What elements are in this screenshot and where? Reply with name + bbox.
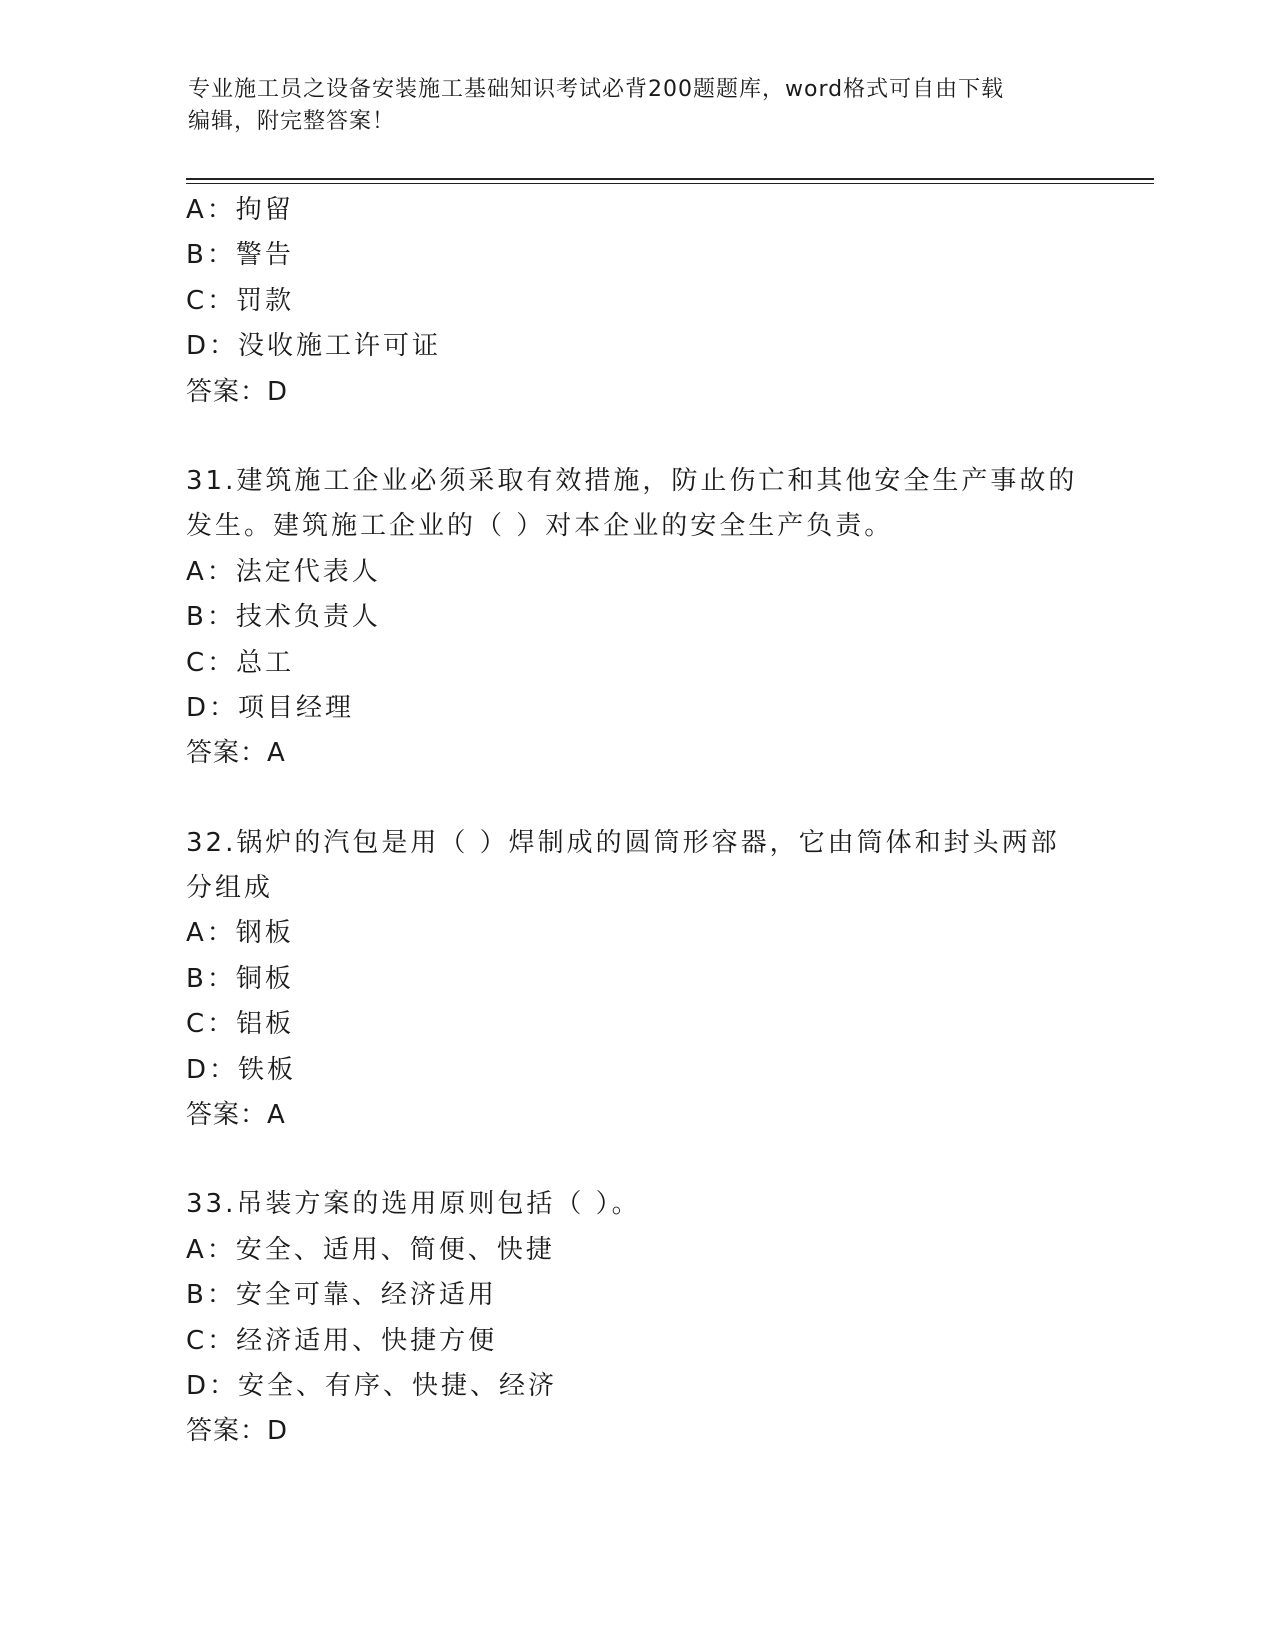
option-c: C：铝板 [186, 1009, 295, 1040]
option-b: B：警告 [186, 240, 294, 271]
question-stem: 33.吊装方案的选用原则包括（ ）。 [186, 1189, 641, 1220]
header-rule-thin [186, 183, 1154, 184]
question-block-31 [186, 459, 1086, 777]
answer-line: 答案：A [186, 738, 286, 769]
question-stem: 32.锅炉的汽包是用（ ）焊制成的圆筒形容器，它由筒体和封头两部 [186, 827, 1060, 858]
option-d: D：项目经理 [186, 692, 355, 723]
question-stem: 发生。建筑施工企业的（ ）对本企业的安全生产负责。 [186, 511, 894, 542]
option-a: A：法定代表人 [186, 556, 381, 587]
question-stem: 分组成 [186, 873, 274, 904]
question-block-33 [186, 1182, 1086, 1454]
option-c: C：经济适用、快捷方便 [186, 1325, 498, 1356]
option-a: A：拘留 [186, 195, 294, 225]
option-d: D：没收施工许可证 [186, 331, 442, 362]
option-a: A：钢板 [186, 918, 294, 949]
header-rule-thick [186, 178, 1154, 180]
question-block-30 [186, 188, 1086, 415]
answer-line: 答案：D [186, 1416, 289, 1447]
answer-line: 答案：A [186, 1100, 286, 1131]
question-block-32 [186, 821, 1086, 1139]
question-stem: 31.建筑施工企业必须采取有效措施，防止伤亡和其他安全生产事故的 [186, 465, 1078, 496]
document-header [188, 74, 1068, 138]
question-content [186, 188, 1086, 1455]
option-d: D：安全、有序、快捷、经济 [186, 1370, 558, 1401]
option-d: D：铁板 [186, 1054, 297, 1085]
option-b: B：技术负责人 [186, 602, 381, 633]
option-b: B：铜板 [186, 963, 294, 994]
option-a: A：安全、适用、简便、快捷 [186, 1234, 555, 1265]
option-c: C：总工 [186, 647, 295, 678]
header-line-1: 专业施工员之设备安装施工基础知识考试必背200题题库，word格式可自由下载 [188, 77, 1005, 102]
option-c: C：罚款 [186, 285, 295, 316]
header-line-2: 编辑，附完整答案！ [188, 109, 396, 134]
option-b: B：安全可靠、经济适用 [186, 1280, 497, 1311]
answer-line: 答案：D [186, 376, 289, 407]
